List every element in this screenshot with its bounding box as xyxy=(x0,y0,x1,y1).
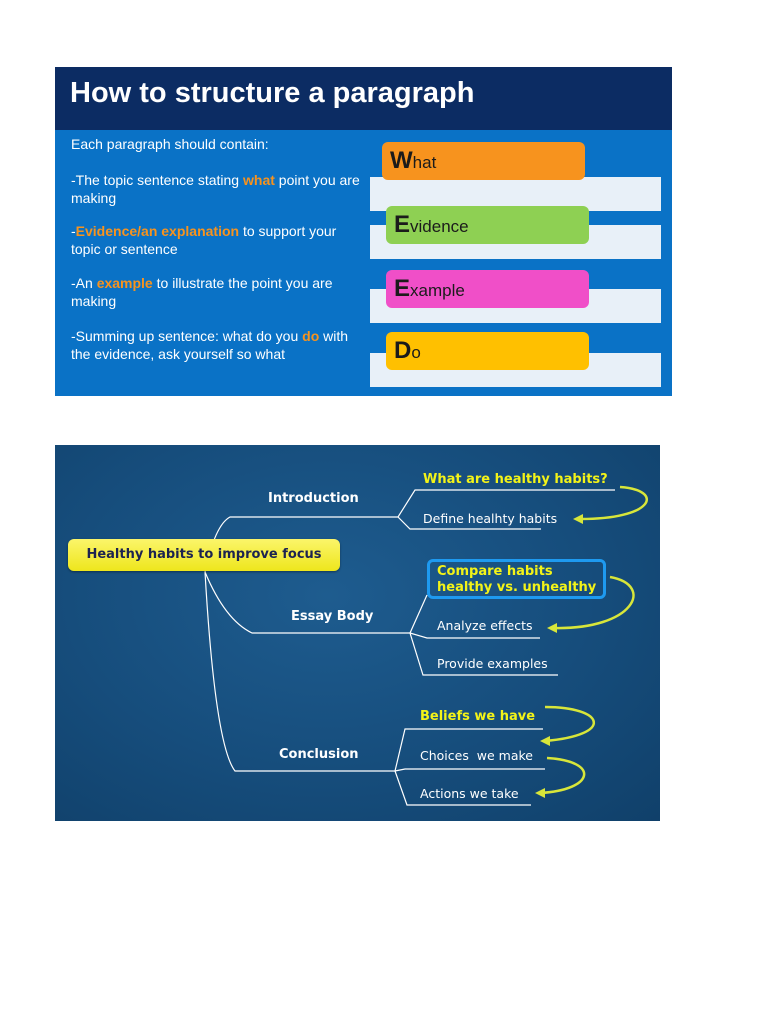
body-item-compare: Compare habits xyxy=(437,564,553,579)
point-highlight: example xyxy=(96,275,153,291)
point-highlight: Evidence/an explanation xyxy=(75,223,240,239)
point-what xyxy=(71,171,361,207)
central-topic: Healthy habits to improve focus xyxy=(68,539,340,571)
intro-text: Each paragraph should contain: xyxy=(71,136,269,152)
arrowhead-choices xyxy=(535,788,545,798)
point-text: with the evidence, ask yourself so what xyxy=(71,328,349,362)
point-example xyxy=(71,274,361,310)
loop-arrow-intro xyxy=(577,487,647,519)
branch-line-concl-choices xyxy=(395,769,545,771)
branch-line-body-analyze xyxy=(410,633,540,638)
box-initial: W xyxy=(390,147,413,174)
point-text: -An xyxy=(71,275,97,291)
arrowhead-intro xyxy=(573,514,583,524)
paragraph-structure-slide xyxy=(55,67,672,396)
point-text: to support your topic or sentence xyxy=(71,223,337,257)
box-rest: vidence xyxy=(410,217,469,236)
branch-line-conclusion xyxy=(205,572,395,771)
box-rest: hat xyxy=(412,153,437,172)
box-initial: E xyxy=(394,211,411,238)
body-item-analyze: Analyze effects xyxy=(437,618,533,633)
concl-item-actions: Actions we take xyxy=(420,786,519,801)
do-box xyxy=(386,332,589,370)
intro-item-what: What are healthy habits? xyxy=(423,472,608,487)
point-evidence xyxy=(71,222,361,258)
point-do xyxy=(71,327,361,363)
intro-item-define: Define healhty habits xyxy=(423,511,558,526)
point-highlight: do xyxy=(302,328,320,344)
branch-conclusion: Conclusion xyxy=(279,747,359,762)
concl-item-choices: Choices we make xyxy=(420,748,534,763)
arrowhead-beliefs xyxy=(540,736,550,746)
branch-line-body-compare xyxy=(410,595,427,633)
box-initial: E xyxy=(394,275,411,302)
box-rest: o xyxy=(411,343,421,362)
slide-title: How to structure a paragraph xyxy=(70,77,475,109)
body-item-examples: Provide examples xyxy=(437,656,548,671)
point-text: - xyxy=(71,223,76,239)
point-text: -The topic sentence stating xyxy=(71,172,243,188)
branch-essay-body: Essay Body xyxy=(291,609,374,624)
box-initial: D xyxy=(394,337,412,364)
body-item-compare-sub: healthy vs. unhealthy xyxy=(437,580,597,595)
point-highlight: what xyxy=(243,172,275,188)
loop-arrow-choices xyxy=(540,758,584,793)
arrowhead-body xyxy=(547,623,557,633)
box-rest: xample xyxy=(410,281,465,300)
concl-item-beliefs: Beliefs we have xyxy=(420,709,536,724)
point-text: point you are making xyxy=(71,172,360,206)
what-box xyxy=(382,142,585,180)
example-box xyxy=(386,270,589,308)
loop-arrow-beliefs xyxy=(545,707,594,741)
slide-header xyxy=(55,67,672,130)
evidence-box xyxy=(386,206,589,244)
point-text: -Summing up sentence: what do you xyxy=(71,328,303,344)
mind-map-slide xyxy=(55,445,660,821)
branch-introduction: Introduction xyxy=(268,491,359,506)
point-text: to illustrate the point you are making xyxy=(71,275,333,309)
